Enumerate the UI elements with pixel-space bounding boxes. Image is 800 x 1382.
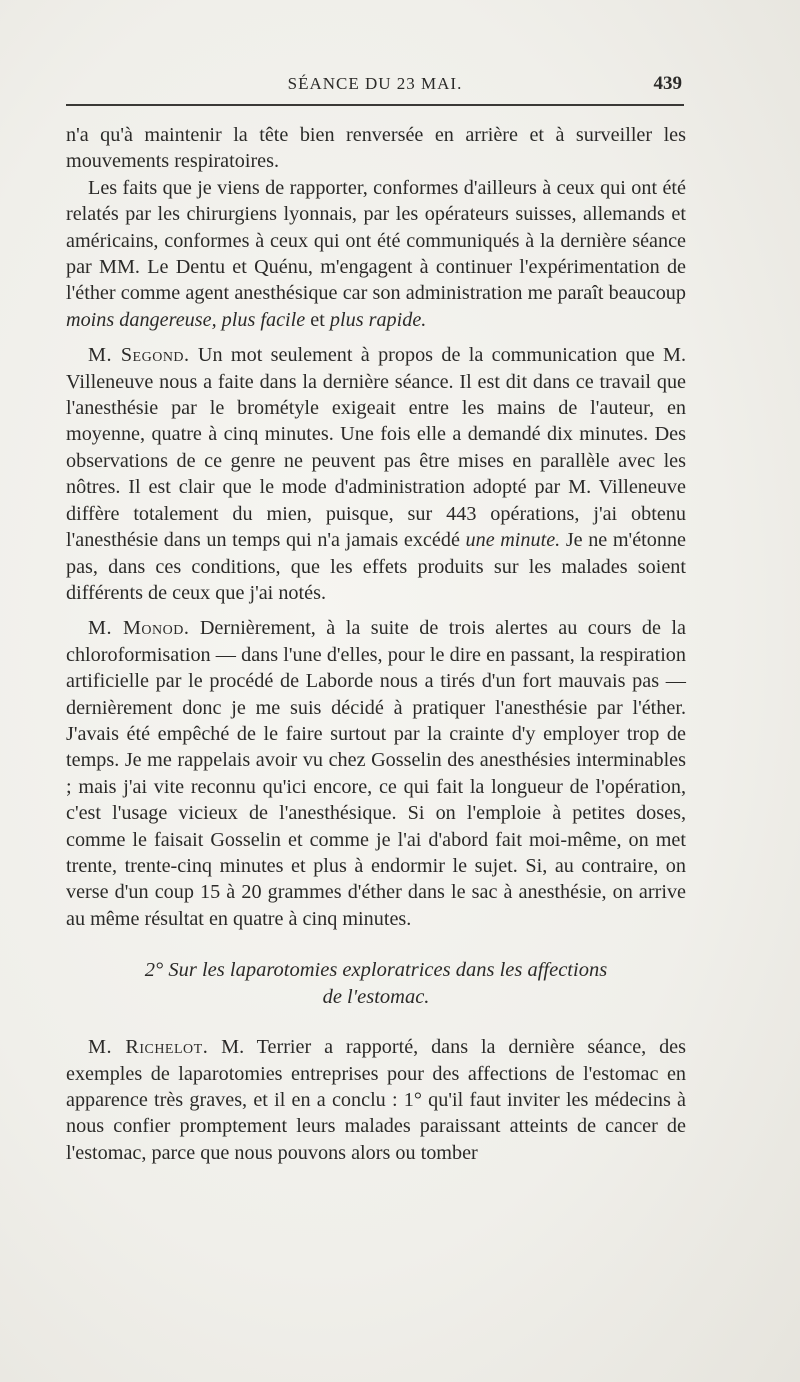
- paragraph-text: Dernièrement, à la suite de trois alertes au cours de la chloroformisation — dans l'une d'elles, pour le dire en passant, la respiration artificielle par le procédé de Laborde nous a tirés d'un fort mauvais pas — dernièrement donc je me suis décidé à pratiquer l'anesthésie par l'éther. J'avais été empêché de le faire surtout par la crainte d'y employer trop de temps. Je me rappelais avoir vu chez Gosselin des anesthésies interminables ; mais j'ai vite reconnu qu'ici encore, ce qui fait la longueur de l'opération, c'est l'usage vicieux de l'anesthésique. Si on l'emploie à petites doses, comme le faisait Gosselin et comme je l'ai d'abord fait moi-même, on met trente, trente-cinq minutes et plus à endormir le sujet. Si, au contraire, on verse d'un coup 15 à 20 grammes d'éther dans le sac à anesthésie, on arrive au même résultat en quatre à cinq minutes.: [66, 617, 687, 930]
- paragraph-text: M. Terrier a rapporté, dans la dernière séance, des exemples de laparotomies entreprises pour des affections de l'estomac en apparence très graves, et il en a conclu : 1° qu'il faut inviter les médecins à nous confier promptement leurs malades paraissant atteints de cancer de l'estomac, parce que nous pouvons alors ou tomber: [66, 1036, 686, 1164]
- page-header: [66, 70, 684, 100]
- speaker-name: M. Richelot.: [88, 1036, 209, 1059]
- speaker-name: M. Segond.: [88, 344, 190, 367]
- paragraph-text: Je ne m'étonne pas, dans ces conditions, que les effets produits sur les malades soient différents de ceux que j'ai notés.: [66, 529, 687, 604]
- section-title: [66, 957, 686, 1011]
- paragraph-text: Un mot seulement à propos de la communication que M. Villeneuve nous a faite dans la dernière séance. Il est dit dans ce travail que l'anesthésie par le brométyle exigeait entre les mains de l'auteur, en moyenne, quatre à cinq minutes. Une fois elle a demandé dix minutes. Des observations de ce genre ne peuvent pas être mises en parallèle avec les nôtres. Il est clair que le mode d'administration adopté par M. Villeneuve diffère totalement du mien, puisque, sur 443 opérations, j'ai obtenu l'anesthésie dans un temps qui n'a jamais excédé: [66, 344, 687, 552]
- header-rule: [66, 104, 684, 106]
- paragraph-richelot: [66, 1034, 686, 1166]
- body-text: [66, 122, 686, 1166]
- paragraph-text: n'a qu'à maintenir la tête bien renversée en arrière et à surveiller les mouvements respiratoires.: [66, 124, 686, 173]
- running-head: SÉANCE DU 23 MAI.: [287, 74, 463, 93]
- emphasis: plus rapide.: [329, 308, 427, 331]
- paragraph-segond: [66, 342, 686, 606]
- paragraph-monod: [66, 615, 686, 932]
- emphasis: une minute.: [465, 529, 561, 552]
- page-number: 439: [653, 73, 682, 94]
- speaker-name: M. Monod.: [88, 617, 190, 640]
- paragraph-text: Les faits que je viens de rapporter, conformes d'ailleurs à ceux qui ont été relatés par les chirurgiens lyonnais, par les opérateurs suisses, allemands et américains, conformes à ceux qui ont été communiqués à la dernière séance par MM. Le Dentu et Quénu, m'engagent à continuer l'expérimentation de l'éther comme agent anesthésique car son administration me paraît beaucoup: [66, 176, 686, 305]
- paragraph-text: et: [305, 308, 330, 331]
- emphasis: moins dangereuse, plus facile: [66, 308, 306, 331]
- section-title-line-2: de l'estomac.: [322, 986, 430, 1009]
- paragraph-1: [66, 122, 686, 175]
- paragraph-2: [66, 175, 686, 333]
- section-title-line-1: 2° Sur les laparotomies exploratrices dans les affections: [144, 959, 608, 982]
